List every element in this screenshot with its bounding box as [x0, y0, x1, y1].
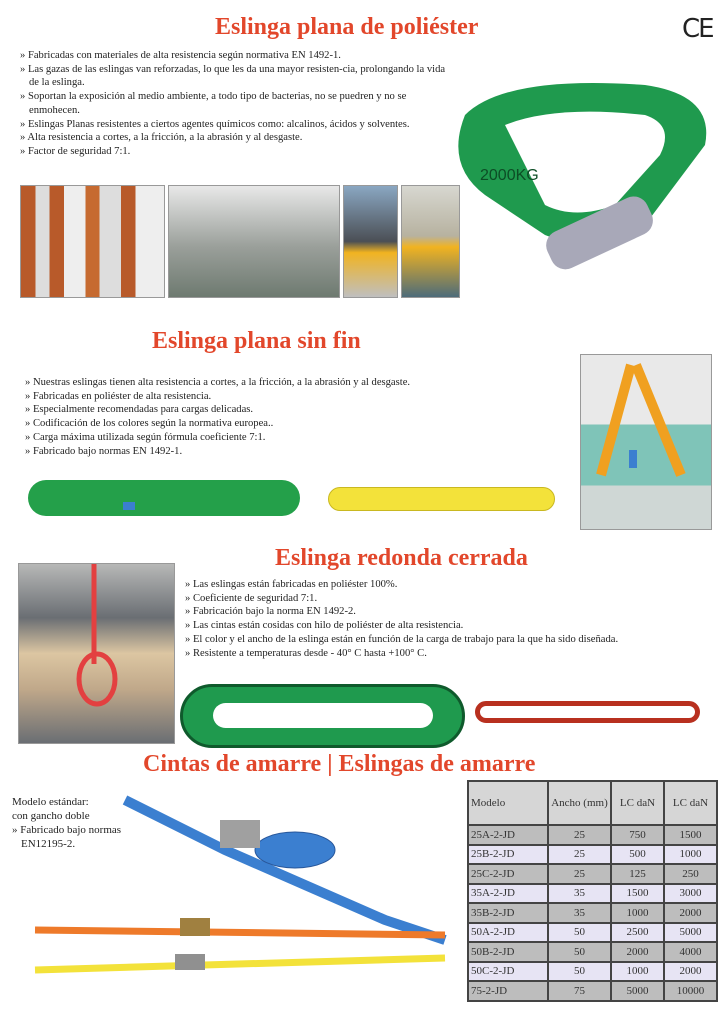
- bullet-text: Fabricado bajo normas EN12195-2.: [20, 824, 122, 850]
- table-cell: 750: [611, 825, 664, 845]
- table-cell: 1000: [664, 845, 717, 865]
- bullet: » Fabricado bajo normas EN 1492-1.: [25, 445, 545, 459]
- table-cell: 25C-2-JD: [468, 864, 548, 884]
- bullet: » Las cintas están cosidas con hilo de poliéster de alta resistencia.: [185, 619, 705, 633]
- round-sling-bullets: [185, 578, 705, 660]
- bullet: » Las gazas de las eslingas van reforzadas, lo que les da una mayor resisten-cia, prolongando la vida de la eslinga.: [20, 63, 450, 90]
- product-label: 2000KG: [480, 167, 539, 184]
- lifting-photo-1: [343, 185, 398, 298]
- factory-photo-2: [168, 185, 340, 298]
- table-cell: 50A-2-JD: [468, 923, 548, 943]
- table-cell: 50: [548, 942, 611, 962]
- bullet: » Las eslingas están fabricadas en poliéster 100%.: [185, 578, 705, 592]
- table-cell: 4000: [664, 942, 717, 962]
- green-round-sling-image: [180, 684, 465, 748]
- bullet: » Fabricado bajo normas EN12195-2.: [12, 824, 122, 850]
- round-sling-lifting-photo: [18, 563, 175, 744]
- table-cell: 5000: [611, 981, 664, 1001]
- table-cell: 10000: [664, 981, 717, 1001]
- table-cell: 25: [548, 864, 611, 884]
- bullet: » Factor de seguridad 7:1.: [20, 145, 450, 159]
- table-row: [468, 845, 717, 865]
- bullet: » Coeficiente de seguridad 7:1.: [185, 592, 705, 606]
- table-row: [468, 825, 717, 845]
- bullet: » Fabricación bajo la norma EN 1492-2.: [185, 605, 705, 619]
- bullet: » Alta resistencia a cortes, a la fricción, a la abrasión y al desgaste.: [20, 131, 450, 145]
- col-header-lc1: LC daN: [611, 781, 664, 825]
- bullet: » Codificación de los colores según la normativa europea..: [25, 417, 545, 431]
- table-cell: 1500: [611, 884, 664, 904]
- table-cell: 35: [548, 903, 611, 923]
- endless-sling-lifting-photo: [580, 354, 712, 530]
- ce-mark-icon: CE: [682, 14, 713, 44]
- table-cell: 2000: [611, 942, 664, 962]
- table-row: [468, 864, 717, 884]
- lifting-photo-2: [401, 185, 460, 298]
- green-endless-sling-image: [28, 480, 300, 516]
- table-cell: 2000: [664, 962, 717, 982]
- red-round-sling-image: [475, 701, 700, 723]
- flat-sling-bullets: [20, 49, 450, 159]
- table-row: [468, 903, 717, 923]
- table-row: [468, 884, 717, 904]
- table-cell: 5000: [664, 923, 717, 943]
- table-cell: 25B-2-JD: [468, 845, 548, 865]
- ratchet-straps-image: [25, 790, 465, 985]
- flat-sling-product-image: [445, 55, 720, 270]
- table-row: [468, 981, 717, 1001]
- table-cell: 50: [548, 923, 611, 943]
- table-cell: 500: [611, 845, 664, 865]
- table-cell: 50C-2-JD: [468, 962, 548, 982]
- col-header-model: Modelo: [468, 781, 548, 825]
- table-cell: 2500: [611, 923, 664, 943]
- endless-sling-bullets: [25, 376, 545, 458]
- tie-down-spec-table: [467, 780, 718, 1002]
- table-cell: 25: [548, 845, 611, 865]
- table-cell: 75: [548, 981, 611, 1001]
- table-row: [468, 962, 717, 982]
- col-header-width: Ancho (mm): [548, 781, 611, 825]
- table-cell: 250: [664, 864, 717, 884]
- bullet: » Fabricadas en poliéster de alta resistencia.: [25, 390, 545, 404]
- bullet: » Fabricadas con materiales de alta resistencia según normativa EN 1492-1.: [20, 49, 450, 63]
- table-cell: 35: [548, 884, 611, 904]
- bullet: » Especialmente recomendadas para cargas delicadas.: [25, 403, 545, 417]
- bullet: » El color y el ancho de la eslinga están en función de la carga de trabajo para la que ha sido diseñada.: [185, 633, 705, 647]
- yellow-endless-sling-image: [328, 487, 555, 511]
- table-cell: 35A-2-JD: [468, 884, 548, 904]
- table-cell: 35B-2-JD: [468, 903, 548, 923]
- bullet: » Eslingas Planas resistentes a ciertos agentes químicos como: alcalinos, ácidos y solventes.: [20, 118, 450, 132]
- table-cell: 2000: [664, 903, 717, 923]
- section-title-flat-sling: Eslinga plana de poliéster: [215, 14, 479, 40]
- table-cell: 125: [611, 864, 664, 884]
- bullet: » Nuestras eslingas tienen alta resistencia a cortes, a la fricción, a la abrasión y al desgaste.: [25, 376, 545, 390]
- section-title-endless-sling: Eslinga plana sin fin: [152, 328, 361, 354]
- bullet: » Resistente a temperaturas desde - 40° C hasta +100° C.: [185, 647, 705, 661]
- factory-photo-1: [20, 185, 165, 298]
- col-header-lc2: LC daN: [664, 781, 717, 825]
- table-row: [468, 942, 717, 962]
- model-text: Modelo estándar:: [12, 796, 89, 808]
- table-cell: 25A-2-JD: [468, 825, 548, 845]
- bullet: » Carga máxima utilizada según fórmula coeficiente 7:1.: [25, 431, 545, 445]
- model-text: con gancho doble: [12, 810, 90, 822]
- table-cell: 75-2-JD: [468, 981, 548, 1001]
- table-cell: 1500: [664, 825, 717, 845]
- table-cell: 50: [548, 962, 611, 982]
- table-cell: 50B-2-JD: [468, 942, 548, 962]
- section-title-round-sling: Eslinga redonda cerrada: [275, 545, 528, 571]
- table-row: [468, 923, 717, 943]
- table-cell: 1000: [611, 903, 664, 923]
- bullet: » Soportan la exposición al medio ambiente, a todo tipo de bacterias, no se puedren y no se enmohecen.: [20, 90, 450, 117]
- section-title-tie-downs: Cintas de amarre | Eslingas de amarre: [143, 751, 536, 777]
- table-cell: 3000: [664, 884, 717, 904]
- table-cell: 25: [548, 825, 611, 845]
- table-cell: 1000: [611, 962, 664, 982]
